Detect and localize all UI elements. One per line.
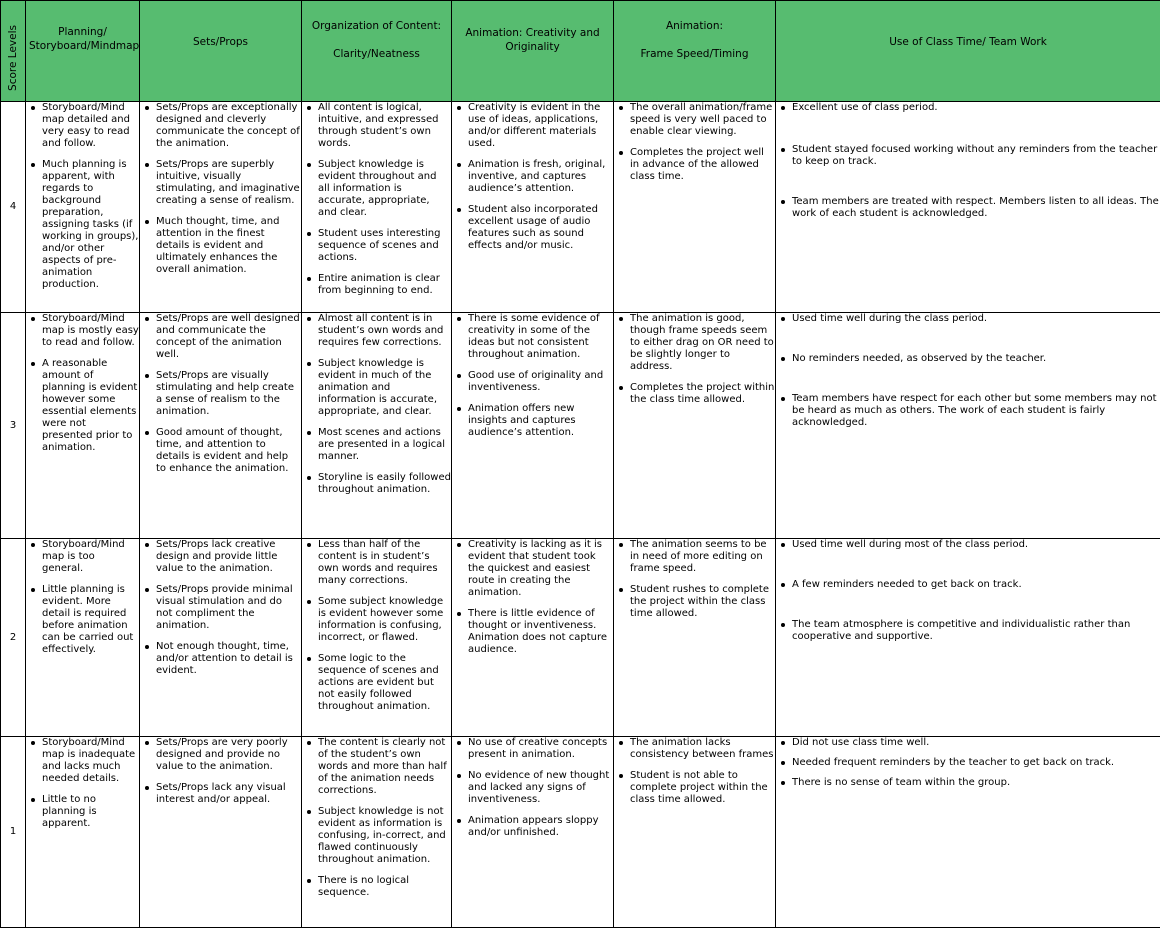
- cell-planning: [26, 539, 140, 737]
- criterion-item: Student is not able to complete project within the class time allowed.: [630, 770, 775, 806]
- criterion-item: Animation offers new insights and captures audience’s attention.: [468, 403, 613, 439]
- criteria-list: [452, 539, 613, 656]
- criteria-list: [776, 102, 1160, 220]
- score-level: 2: [1, 539, 26, 737]
- criteria-list: [452, 737, 613, 839]
- criterion-item: Student stayed focused working without any reminders from the teacher to keep on track.: [792, 144, 1160, 168]
- criterion-item: Student uses interesting sequence of scenes and actions.: [318, 228, 451, 264]
- criterion-item: Good amount of thought, time, and attention to details is evident and help to enhance the animation.: [156, 427, 301, 475]
- cell-planning: [26, 737, 140, 928]
- criterion-item: Team members are treated with respect. Members listen to all ideas. The work of each student is acknowledged.: [792, 196, 1160, 220]
- cell-sets: [140, 539, 302, 737]
- cell-teamwork: [776, 102, 1160, 313]
- criterion-item: Storyboard/Mind map detailed and very easy to read and follow.: [42, 102, 139, 150]
- cell-sets: [140, 102, 302, 313]
- cell-timing: [614, 313, 776, 539]
- rubric-body: [1, 102, 1160, 928]
- criterion-item: All content is logical, intuitive, and expressed through student’s own words.: [318, 102, 451, 150]
- criterion-item: Less than half of the content is in student’s own words and requires many corrections.: [318, 539, 451, 587]
- criterion-item: Creativity is lacking as it is evident that student took the quickest and easiest route in creating the animation.: [468, 539, 613, 599]
- criteria-list: [302, 737, 451, 899]
- header-creativity: Animation: Creativity and Originality: [452, 1, 614, 102]
- criterion-item: The overall animation/frame speed is very well paced to enable clear viewing.: [630, 102, 775, 138]
- criterion-item: Much planning is apparent, with regards to background preparation, assigning tasks (if working in groups), and/or other aspects of pre-animation production.: [42, 159, 139, 291]
- score-row-3: [1, 313, 1160, 539]
- criterion-item: A few reminders needed to get back on track.: [792, 579, 1160, 591]
- criterion-item: Storyboard/Mind map is inadequate and lacks much needed details.: [42, 737, 139, 785]
- criterion-item: Needed frequent reminders by the teacher to get back on track.: [792, 757, 1160, 769]
- score-row-1: [1, 737, 1160, 928]
- cell-planning: [26, 102, 140, 313]
- criterion-item: Sets/Props lack any visual interest and/or appeal.: [156, 782, 301, 806]
- criteria-list: [614, 313, 775, 406]
- criteria-list: [26, 539, 139, 656]
- criterion-item: Completes the project well in advance of the allowed class time.: [630, 147, 775, 183]
- score-level: 4: [1, 102, 26, 313]
- cell-creativity: [452, 102, 614, 313]
- cell-timing: [614, 737, 776, 928]
- criterion-item: Sets/Props are well designed and communicate the concept of the animation well.: [156, 313, 301, 361]
- cell-organization: [302, 737, 452, 928]
- cell-timing: [614, 539, 776, 737]
- criterion-item: Most scenes and actions are presented in a logical manner.: [318, 427, 451, 463]
- criterion-item: Entire animation is clear from beginning to end.: [318, 273, 451, 297]
- cell-organization: [302, 313, 452, 539]
- criteria-list: [302, 313, 451, 496]
- cell-creativity: [452, 539, 614, 737]
- criterion-item: Excellent use of class period.: [792, 102, 1160, 114]
- criterion-item: Used time well during the class period.: [792, 313, 1160, 325]
- criteria-list: [776, 737, 1160, 789]
- criterion-item: The animation seems to be in need of more editing on frame speed.: [630, 539, 775, 575]
- cell-planning: [26, 313, 140, 539]
- criterion-item: Storyline is easily followed throughout animation.: [318, 472, 451, 496]
- criterion-item: Good use of originality and inventiveness.: [468, 370, 613, 394]
- criterion-item: No reminders needed, as observed by the teacher.: [792, 353, 1160, 365]
- criterion-item: Sets/Props are visually stimulating and help create a sense of realism to the animation.: [156, 370, 301, 418]
- criterion-item: No use of creative concepts present in animation.: [468, 737, 613, 761]
- criterion-item: There is no logical sequence.: [318, 875, 451, 899]
- score-level: 1: [1, 737, 26, 928]
- criteria-list: [452, 102, 613, 252]
- criterion-item: Subject knowledge is evident throughout and all information is accurate, appropriate, and clear.: [318, 159, 451, 219]
- header-teamwork: Use of Class Time/ Team Work: [776, 1, 1160, 102]
- criterion-item: Creativity is evident in the use of ideas, applications, and/or different materials used.: [468, 102, 613, 150]
- criterion-item: Used time well during most of the class period.: [792, 539, 1160, 551]
- criterion-item: Completes the project within the class time allowed.: [630, 382, 775, 406]
- criterion-item: Little planning is evident. More detail is required before animation can be carried out effectively.: [42, 584, 139, 656]
- criterion-item: Much thought, time, and attention in the finest details is evident and ultimately enhances the overall animation.: [156, 216, 301, 276]
- cell-sets: [140, 313, 302, 539]
- criterion-item: Student also incorporated excellent usage of audio features such as sound effects and/or music.: [468, 204, 613, 252]
- header-sets-props: Sets/Props: [140, 1, 302, 102]
- criterion-item: Subject knowledge is evident in much of the animation and information is accurate, appropriate, and clear.: [318, 358, 451, 418]
- criterion-item: Sets/Props are superbly intuitive, visually stimulating, and imaginative creating a sense of realism.: [156, 159, 301, 207]
- criteria-list: [140, 102, 301, 276]
- criteria-list: [140, 737, 301, 806]
- criterion-item: Team members have respect for each other but some members may not be heard as much as others. The work of each student is fairly acknowledged.: [792, 393, 1160, 429]
- criteria-list: [26, 102, 139, 291]
- criterion-item: Sets/Props provide minimal visual stimulation and do not compliment the animation.: [156, 584, 301, 632]
- criterion-item: Almost all content is in student’s own words and requires few corrections.: [318, 313, 451, 349]
- score-level: 3: [1, 313, 26, 539]
- header-planning: Planning/ Storyboard/Mindmap: [26, 1, 140, 102]
- criterion-item: There is no sense of team within the group.: [792, 777, 1160, 789]
- score-row-2: [1, 539, 1160, 737]
- criterion-item: The content is clearly not of the student’s own words and more than half of the animation needs corrections.: [318, 737, 451, 797]
- header-score-levels: Score Levels: [1, 1, 26, 102]
- cell-teamwork: [776, 737, 1160, 928]
- criterion-item: Subject knowledge is not evident as information is confusing, in-correct, and flawed continuously throughout animation.: [318, 806, 451, 866]
- criterion-item: The team atmosphere is competitive and individualistic rather than cooperative and supportive.: [792, 619, 1160, 643]
- criteria-list: [452, 313, 613, 439]
- criterion-item: Little to no planning is apparent.: [42, 794, 139, 830]
- criteria-list: [614, 102, 775, 183]
- header-organization: Organization of Content: Clarity/Neatness: [302, 1, 452, 102]
- criteria-list: [302, 102, 451, 297]
- criterion-item: Some logic to the sequence of scenes and actions are evident but not easily followed throughout animation.: [318, 653, 451, 713]
- criterion-item: A reasonable amount of planning is evident however some essential elements were not presented prior to animation.: [42, 358, 139, 454]
- cell-sets: [140, 737, 302, 928]
- criterion-item: Not enough thought, time, and/or attention to detail is evident.: [156, 641, 301, 677]
- criterion-item: No evidence of new thought and lacked any signs of inventiveness.: [468, 770, 613, 806]
- cell-organization: [302, 539, 452, 737]
- criterion-item: Student rushes to complete the project within the class time allowed.: [630, 584, 775, 620]
- criterion-item: Animation is fresh, original, inventive, and captures audience’s attention.: [468, 159, 613, 195]
- header-row: [1, 1, 1160, 102]
- criterion-item: Animation appears sloppy and/or unfinished.: [468, 815, 613, 839]
- cell-creativity: [452, 737, 614, 928]
- criteria-list: [776, 313, 1160, 429]
- criterion-item: Storyboard/Mind map is mostly easy to read and follow.: [42, 313, 139, 349]
- cell-timing: [614, 102, 776, 313]
- cell-creativity: [452, 313, 614, 539]
- criterion-item: Sets/Props are very poorly designed and provide no value to the animation.: [156, 737, 301, 773]
- criterion-item: Storyboard/Mind map is too general.: [42, 539, 139, 575]
- criteria-list: [140, 313, 301, 475]
- criteria-list: [614, 539, 775, 620]
- criteria-list: [26, 737, 139, 830]
- header-timing: Animation: Frame Speed/Timing: [614, 1, 776, 102]
- criteria-list: [614, 737, 775, 806]
- criterion-item: Did not use class time well.: [792, 737, 1160, 749]
- criterion-item: The animation lacks consistency between frames: [630, 737, 775, 761]
- criteria-list: [26, 313, 139, 454]
- cell-teamwork: [776, 313, 1160, 539]
- criterion-item: Sets/Props are exceptionally designed and cleverly communicate the concept of the animation.: [156, 102, 301, 150]
- criteria-list: [140, 539, 301, 677]
- criterion-item: There is little evidence of thought or inventiveness. Animation does not capture audience.: [468, 608, 613, 656]
- score-row-4: [1, 102, 1160, 313]
- criterion-item: There is some evidence of creativity in some of the ideas but not consistent throughout animation.: [468, 313, 613, 361]
- cell-organization: [302, 102, 452, 313]
- criterion-item: The animation is good, though frame speeds seem to either drag on OR need to be slightly longer to address.: [630, 313, 775, 373]
- cell-teamwork: [776, 539, 1160, 737]
- criteria-list: [776, 539, 1160, 643]
- criteria-list: [302, 539, 451, 713]
- criterion-item: Sets/Props lack creative design and provide little value to the animation.: [156, 539, 301, 575]
- criterion-item: Some subject knowledge is evident however some information is confusing, incorrect, or flawed.: [318, 596, 451, 644]
